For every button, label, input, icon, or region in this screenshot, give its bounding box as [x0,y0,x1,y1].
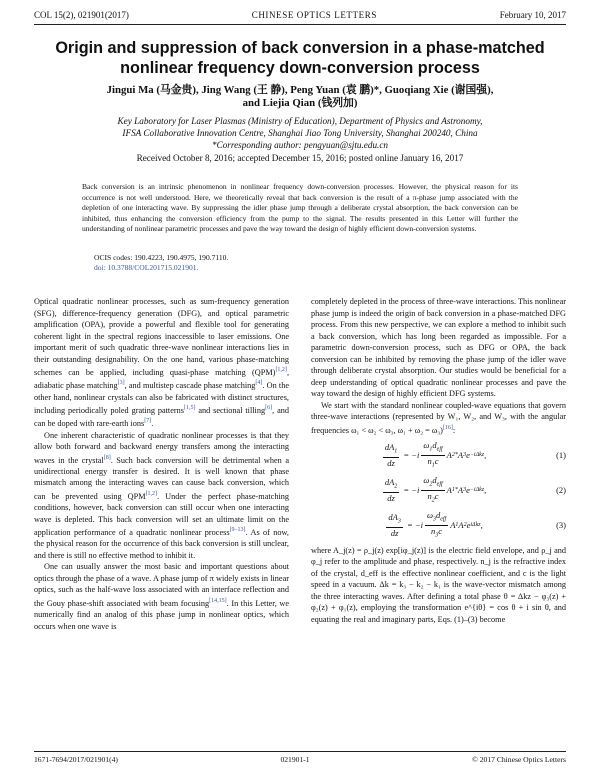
equation-3 [311,510,566,541]
issn: 1671-7694/2017/021901(4) [34,755,118,764]
corresponding-author: *Corresponding author: pengyuan@sjtu.edu.cn [211,140,389,150]
abstract: Back conversion is an intrinsic phenomenon in nonlinear frequency down-conversion processes. However, the physical reason for its occurrence is not well understood. Here, we theoretically reveal that back conversion is the result of a π-phase jump associated with the depletion of one interacting wave. By suppressing the idler phase jump through a deliberate crystal absorption, the back conversion can be inhibited, thus enhancing the conversion efficiency from the pump to the signal. The results presented in this Letter will further the understanding of nonlinear parametric processes and pave the way toward the design of highly efficient down-conversion systems. [82,182,518,234]
equation-number: (2) [556,484,566,495]
equation-body: $\frac{dA_3}{dz}$ = − i $\frac{\omega_3d_{eff}}{n_3c}$ A 1 A 2 e iΔkz , [388,510,483,539]
paragraph: Optical quadratic nonlinear processes, such as sum-frequency generation (SFG), difference-frequency generation (DFG), and optical parametric amplification (OPA), provide a powerful and flexible tool for generating coherent light in the spectral regions inaccessible to laser emissions. One important merit of such quadratic three-wave nonlinear interactions lies in their outstanding designability. On the one hand, various phase-matching schemes can be applied, including quasi-phase matching (QPM)[1,2], adiabatic phase matching[3], and multistep cascade phase matching[4]. On the other hand, nonlinear crystals can also be fabricated with distinct structures, including periodically poled grating patterns[1,5] and sectional tilling[6], and can be doped with rare-earth ions[7]. [34,297,289,428]
author-list [40,84,560,110]
equation-number: (1) [556,449,566,460]
citation-link[interactable]: [8] [103,454,111,461]
footer-rule [34,751,566,752]
citation-link[interactable]: [4] [255,380,263,387]
header-rule [34,24,566,25]
right-column [311,296,566,625]
paragraph: where A_j(z) = ρ_j(z) exp[iφ_j(z)] is the electric field envelope, and ρ_j and φ_j refer to the amplitude and phase, respectively. n_j is the refractive index of the crystal, d_eff is the effective nonlinear coefficient, and c is the light speed in a vacuum. Δk = k₃ − k₂ − k₁ is the wave-vector mismatch among the three interacting waves. After defining a total phase θ = Δkz − φ₃(z) + φ₂(z) + φ₁(z), employing the transformation e^{iθ} = cos θ + i sin θ, and equating the real and imaginary parts, Eqs. (1)–(3) become [311,545,566,624]
paragraph: completely depleted in the process of three-wave interactions. This nonlinear phase jump is indeed the origin of back conversion in a phase-matched DFG process. From this new perspective, we can explore a method to inhibit such a back conversion, which has long been regarded as impossible. For a parametric down-conversion process, such as DFG or OPA, the back conversion can be inhibited by removing the phase jump of the idler wave through deliberate crystal absorption. Our studies would be beneficial for a deep understanding of optical quadratic nonlinear processes and pave the way toward the design of highly efficient DFG systems. [311,297,566,398]
doi-link[interactable]: doi: 10.3788/COL201715.021901. [94,263,199,272]
authors-line-2: and Liejia Qian (钱列加) [242,97,358,109]
paragraph: One inherent characteristic of quadratic nonlinear processes is that they allow both forward and backward energy transfers among the interacting waves in the crystal[8]. Such back conversion will be detrimental when a unidirectional energy transfer is desired. It is well known that phase mismatch among the interacting waves can cause back conversion, which can be prevented using QPM[1,2]. Under the perfect phase-matching conditions, however, back conversion can still occur when one interacting wave is depleted. This back conversion will set an ultimate limit on the application performance of a quadratic nonlinear process[9–13]. As of now, the physical reason for the occurrence of this back conversion is still unclear, and there is still no effective method to inhibit it. [34,430,289,560]
page-number: 021901-1 [280,755,310,764]
paper-title: Origin and suppression of back conversion in a phase-matched nonlinear frequency down-conversion process [55,39,545,77]
journal-ref: COL 15(2), 021901(2017) [34,10,129,20]
equation-body: $\frac{dA_1}{dz}$ = − i $\frac{\omega_1d_{eff}}{n_1c}$ A 2 * A 3 e −iΔkz , [384,440,487,469]
left-column [34,296,289,632]
affiliation-line-1: Key Laboratory for Laser Plasmas (Ministry of Education), Department of Physics and Astronomy, [117,116,483,126]
affiliation-line-2: IFSA Collaborative Innovation Centre, Shanghai Jiao Tong University, Shanghai 200240, China [122,128,478,138]
citation-link[interactable]: [1,5] [183,405,196,411]
affiliation [40,115,560,151]
citation-link[interactable]: [7] [144,418,152,425]
ocis-codes: OCIS codes: 190.4223, 190.4975, 190.7110. [94,253,229,262]
copyright: © 2017 Chinese Optics Letters [472,755,566,764]
citation-link[interactable]: [16] [442,424,453,431]
ocis-block [94,253,228,273]
citation-link[interactable]: [1,2] [145,490,158,497]
citation-link[interactable]: [9–13] [229,527,246,533]
equation-2 [311,475,566,506]
running-header [34,8,566,22]
issue-date: February 10, 2017 [499,10,566,20]
citation-link[interactable]: [3] [117,380,125,387]
citation-link[interactable]: [6] [265,405,273,411]
authors-line-1: Jingui Ma (马金贵), Jing Wang (王 静), Peng Yuan (袁 鹏)*, Guoqiang Xie (谢国强), [106,84,494,96]
page-footer [34,755,566,764]
received-dates: Received October 8, 2016; accepted December 15, 2016; posted online January 16, 2017 [136,153,464,163]
journal-name: CHINESE OPTICS LETTERS [251,10,377,20]
paragraph: We start with the standard nonlinear coupled-wave equations that govern three-wave interactions (represented by W₁, W₂, and W₃, with the angular frequencies ω₁ < ω₂ < ω₃, ω₁ + ω₂ = ω₃)[16]: [311,400,566,435]
paragraph: One can usually answer the most basic and important questions about optics through the phase of a wave. A phase jump of π widely exists in linear optics, such as the half-wave loss associated with an interface reflection and the Gouy phase-shift associated with beam focusing[14,15]. In this Letter, we numerically find an analog of this phase jump in nonlinear optics, which occurs when one wave is [34,562,289,631]
equation-1 [311,440,566,471]
equation-body: $\frac{dA_2}{dz}$ = − i $\frac{\omega_2d_{eff}}{n_2c}$ A 1 * A 3 e −iΔkz , [384,475,487,504]
citation-link[interactable]: [1,2] [275,367,287,373]
citation-link[interactable]: [14,15] [209,597,227,604]
equation-number: (3) [556,519,566,530]
